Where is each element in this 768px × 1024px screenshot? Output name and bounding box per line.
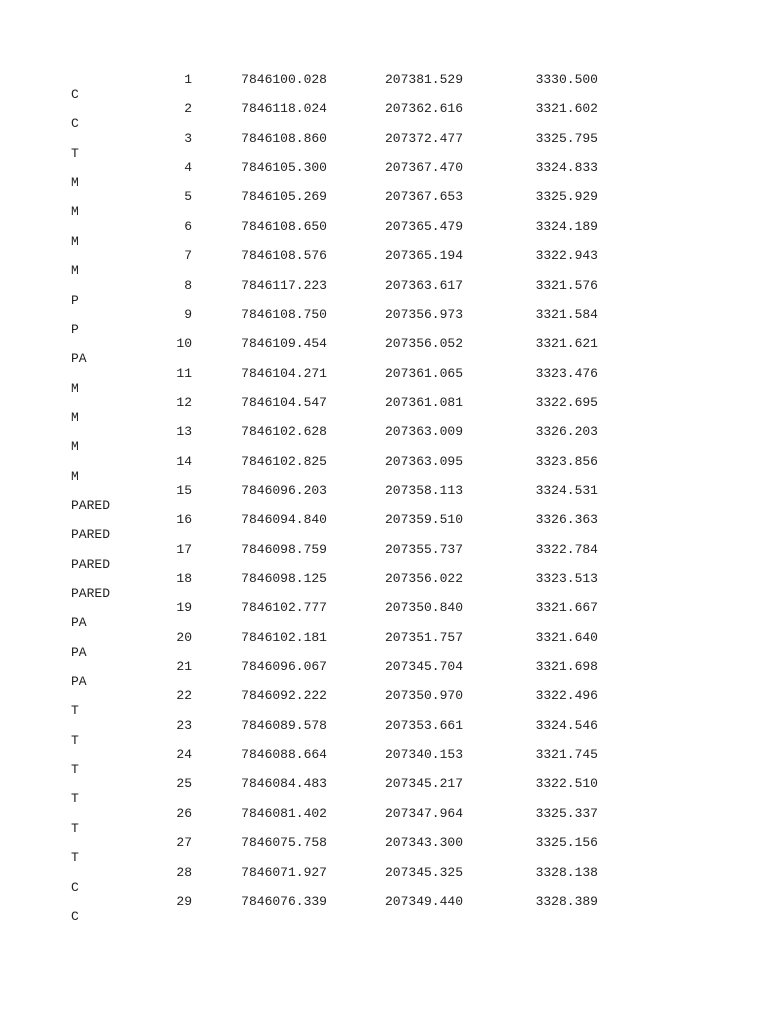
point-row [0,543,768,557]
northing-value: 7846108.650 [241,218,327,234]
easting-value: 207367.470 [384,160,463,176]
northing-value: 7846117.223 [241,277,327,293]
easting-value: 207355.737 [384,541,463,557]
point-code: PA [71,644,87,660]
point-code: M [71,409,79,425]
point-number: 4 [184,160,192,176]
point-number: 14 [176,453,192,469]
elevation-value: 3322.943 [535,248,598,264]
point-number: 5 [184,189,192,205]
elevation-value: 3321.667 [535,600,598,616]
easting-value: 207361.081 [384,394,463,410]
northing-value: 7846109.454 [241,336,327,352]
elevation-value: 3321.576 [535,277,598,293]
point-row [0,660,768,674]
point-number: 2 [184,101,192,117]
point-row [0,425,768,439]
point-number: 23 [176,717,192,733]
point-row [0,807,768,821]
point-row [0,367,768,381]
easting-value: 207361.065 [384,365,463,381]
point-number: 24 [176,747,192,763]
point-code: T [71,703,79,719]
easting-value: 207345.217 [384,776,463,792]
point-row [0,836,768,850]
point-number: 25 [176,776,192,792]
point-code: M [71,175,79,191]
easting-value: 207349.440 [384,893,463,909]
point-row [0,572,768,586]
elevation-value: 3328.389 [535,893,598,909]
northing-value: 7846118.024 [241,101,327,117]
elevation-value: 3323.856 [535,453,598,469]
point-code: PARED [71,497,111,513]
point-row [0,308,768,322]
point-code: M [71,439,79,455]
point-number: 18 [176,571,192,586]
point-code: C [71,908,79,924]
easting-value: 207359.510 [384,512,463,528]
point-code: T [71,732,79,748]
easting-value: 207356.973 [384,306,463,322]
elevation-value: 3323.476 [535,365,598,381]
point-number: 10 [176,336,192,352]
point-code: M [71,233,79,249]
easting-value: 207372.477 [384,130,463,146]
point-row [0,279,768,293]
point-code: PA [71,615,87,631]
elevation-value: 3322.695 [535,394,598,410]
point-number: 16 [176,512,192,528]
easting-value: 207353.661 [384,717,463,733]
point-number: 15 [176,482,192,498]
northing-value: 7846108.860 [241,130,327,146]
easting-value: 207356.022 [384,571,463,586]
northing-value: 7846104.271 [241,365,327,381]
point-number: 21 [176,659,192,674]
easting-value: 207363.095 [384,453,463,469]
northing-value: 7846108.750 [241,306,327,322]
elevation-value: 3323.513 [535,571,598,586]
easting-value: 207358.113 [384,482,463,498]
easting-value: 207365.194 [384,248,463,264]
northing-value: 7846092.222 [241,688,327,704]
elevation-value: 3325.337 [535,805,598,821]
northing-value: 7846102.825 [241,453,327,469]
point-row [0,719,768,733]
point-code: T [71,145,79,161]
northing-value: 7846098.759 [241,541,327,557]
elevation-value: 3322.510 [535,776,598,792]
elevation-value: 3322.784 [535,541,598,557]
easting-value: 207347.964 [384,805,463,821]
point-row [0,161,768,175]
elevation-value: 3330.500 [535,72,598,87]
point-number: 8 [184,277,192,293]
point-code: T [71,850,79,866]
point-number: 26 [176,805,192,821]
elevation-value: 3321.640 [535,629,598,645]
point-code: PARED [71,527,111,543]
point-code: P [71,321,79,337]
point-row [0,631,768,645]
point-number: 7 [184,248,192,264]
easting-value: 207381.529 [384,72,463,87]
point-code: T [71,791,79,807]
elevation-value: 3325.929 [535,189,598,205]
elevation-value: 3328.138 [535,864,598,880]
easting-value: 207363.617 [384,277,463,293]
easting-value: 207350.970 [384,688,463,704]
point-row [0,73,768,87]
point-code: M [71,263,79,279]
point-row [0,220,768,234]
elevation-value: 3322.496 [535,688,598,704]
northing-value: 7846102.181 [241,629,327,645]
point-number: 28 [176,864,192,880]
point-row [0,102,768,116]
point-code: C [71,879,79,895]
point-row [0,337,768,351]
northing-value: 7846096.203 [241,482,327,498]
easting-value: 207363.009 [384,424,463,440]
point-number: 1 [184,72,192,87]
easting-value: 207367.653 [384,189,463,205]
easting-value: 207365.479 [384,218,463,234]
point-row [0,601,768,615]
northing-value: 7846084.483 [241,776,327,792]
point-code: PA [71,351,87,367]
point-code: PARED [71,586,111,601]
point-row [0,132,768,146]
elevation-value: 3325.795 [535,130,598,146]
point-number: 13 [176,424,192,440]
northing-value: 7846081.402 [241,805,327,821]
point-row [0,895,768,909]
northing-value: 7846102.777 [241,600,327,616]
point-row [0,866,768,880]
easting-value: 207350.840 [384,600,463,616]
elevation-value: 3326.203 [535,424,598,440]
northing-value: 7846108.576 [241,248,327,264]
point-number: 17 [176,541,192,557]
easting-value: 207345.704 [384,659,463,674]
northing-value: 7846105.269 [241,189,327,205]
northing-value: 7846098.125 [241,571,327,586]
point-number: 27 [176,835,192,851]
elevation-value: 3321.621 [535,336,598,352]
point-number: 19 [176,600,192,616]
point-number: 3 [184,130,192,146]
easting-value: 207362.616 [384,101,463,117]
elevation-value: 3326.363 [535,512,598,528]
northing-value: 7846088.664 [241,747,327,763]
northing-value: 7846076.339 [241,893,327,909]
point-number: 11 [176,365,192,381]
northing-value: 7846104.547 [241,394,327,410]
point-code: C [71,87,79,102]
elevation-value: 3321.745 [535,747,598,763]
point-code: P [71,292,79,308]
elevation-value: 3321.602 [535,101,598,117]
northing-value: 7846105.300 [241,160,327,176]
northing-value: 7846071.927 [241,864,327,880]
elevation-value: 3324.189 [535,218,598,234]
point-row [0,748,768,762]
point-code: T [71,820,79,836]
elevation-value: 3324.531 [535,482,598,498]
point-number: 29 [176,893,192,909]
point-row [0,484,768,498]
point-number: 20 [176,629,192,645]
easting-value: 207340.153 [384,747,463,763]
easting-value: 207345.325 [384,864,463,880]
elevation-value: 3325.156 [535,835,598,851]
northing-value: 7846089.578 [241,717,327,733]
point-number: 6 [184,218,192,234]
point-code: M [71,204,79,220]
point-code: M [71,468,79,484]
easting-value: 207351.757 [384,629,463,645]
point-code: M [71,380,79,396]
point-row [0,455,768,469]
elevation-value: 3321.584 [535,306,598,322]
elevation-value: 3324.833 [535,160,598,176]
elevation-value: 3324.546 [535,717,598,733]
northing-value: 7846094.840 [241,512,327,528]
point-row [0,777,768,791]
point-number: 9 [184,306,192,322]
point-row [0,689,768,703]
point-row [0,513,768,527]
northing-value: 7846075.758 [241,835,327,851]
point-code: PARED [71,556,111,572]
northing-value: 7846096.067 [241,659,327,674]
point-code: T [71,762,79,778]
easting-value: 207356.052 [384,336,463,352]
point-row [0,190,768,204]
point-row [0,396,768,410]
point-number: 12 [176,394,192,410]
northing-value: 7846102.628 [241,424,327,440]
point-code: PA [71,674,87,689]
northing-value: 7846100.028 [241,72,327,87]
point-row [0,249,768,263]
elevation-value: 3321.698 [535,659,598,674]
easting-value: 207343.300 [384,835,463,851]
point-code: C [71,116,79,132]
point-number: 22 [176,688,192,704]
